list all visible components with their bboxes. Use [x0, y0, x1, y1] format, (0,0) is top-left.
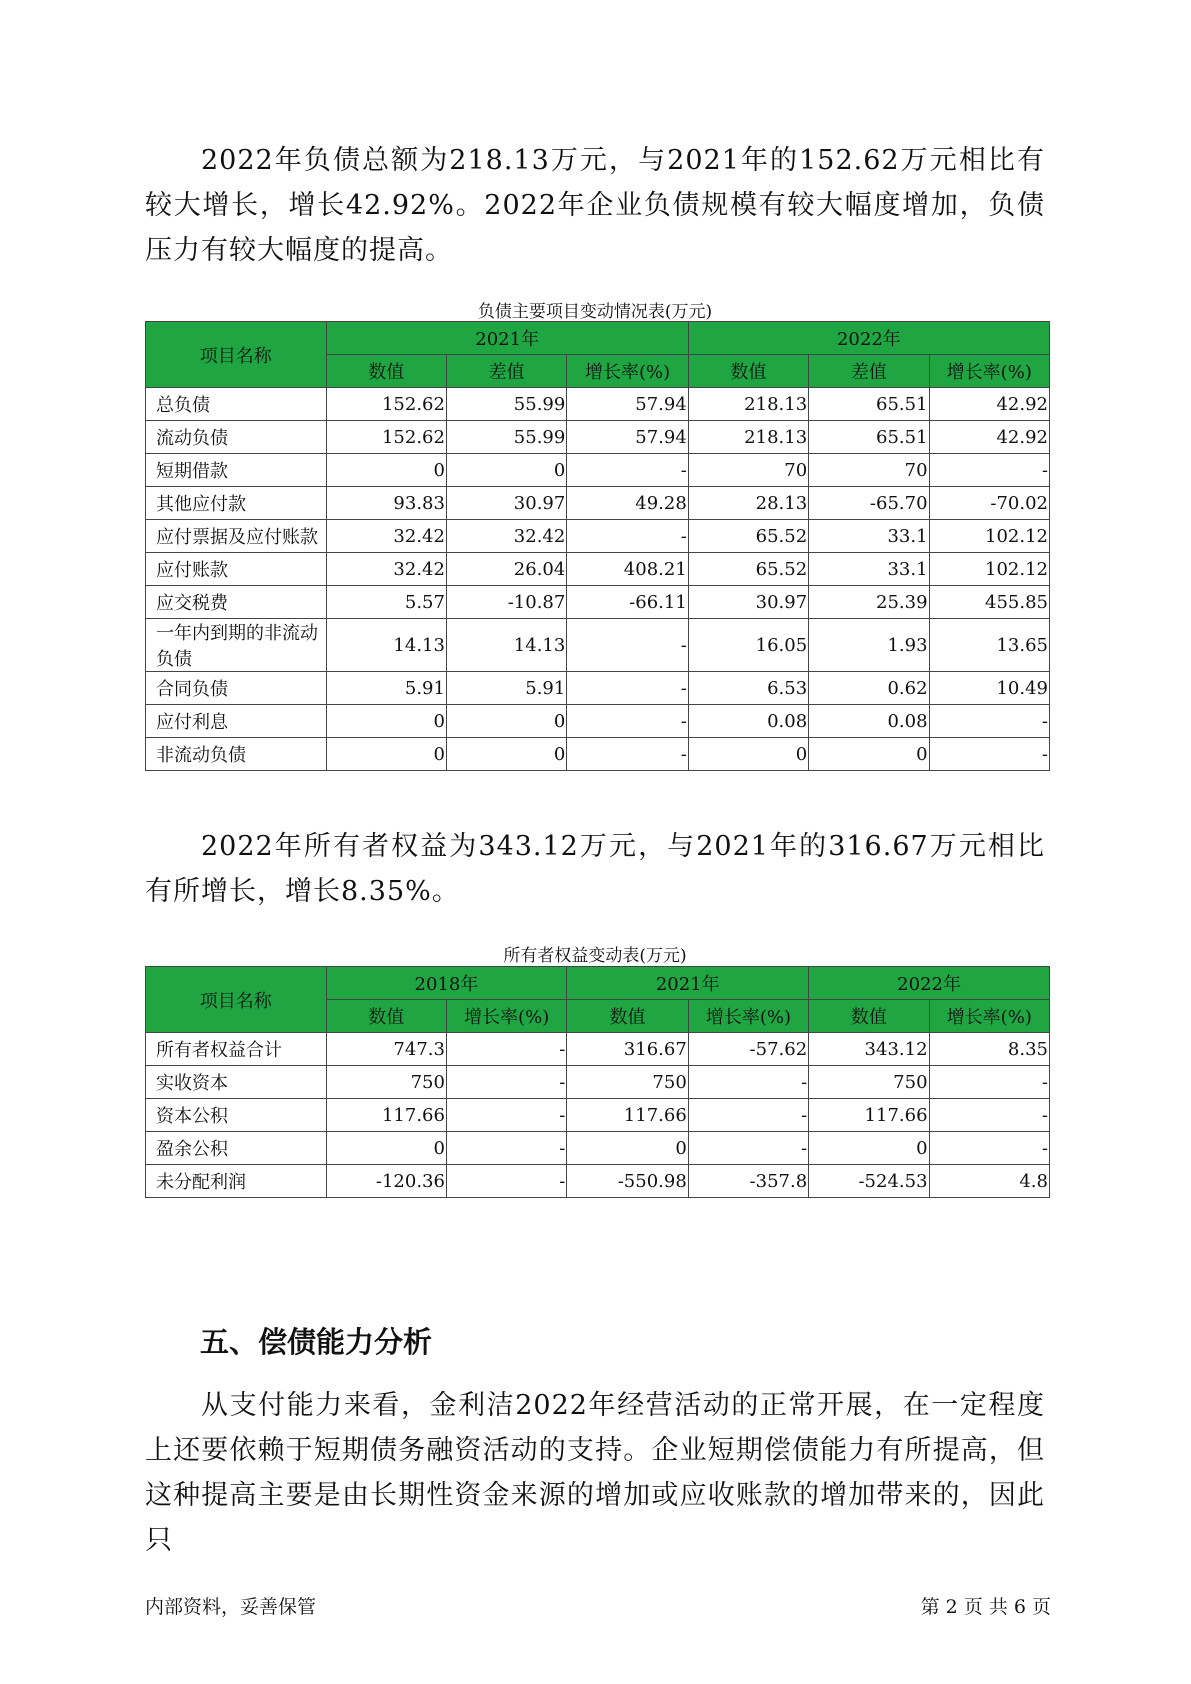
row-label: 流动负债: [146, 421, 327, 454]
cell-value: 750: [567, 1066, 688, 1099]
table1-body: [146, 388, 1050, 771]
table2-sub-header: 数值: [809, 1000, 929, 1033]
cell-value: -: [929, 1066, 1049, 1099]
cell-value: 25.39: [809, 586, 929, 619]
table2-year-header: 2022年: [809, 967, 1050, 1000]
cell-value: -524.53: [809, 1165, 929, 1198]
cell-value: 0.08: [809, 705, 929, 738]
cell-value: 0: [326, 454, 446, 487]
cell-value: 65.52: [688, 520, 808, 553]
row-label: 合同负债: [146, 672, 327, 705]
table2-sub-header: 数值: [567, 1000, 688, 1033]
cell-value: 0: [446, 705, 566, 738]
row-label: 实收资本: [146, 1066, 327, 1099]
table1-sub-header: 数值: [688, 355, 808, 388]
cell-value: 14.13: [326, 619, 446, 672]
cell-value: -: [567, 619, 688, 672]
cell-value: 65.52: [688, 553, 808, 586]
table-row: [146, 388, 1050, 421]
table2-sub-header: 增长率(%): [446, 1000, 566, 1033]
table1-sub-header: 增长率(%): [929, 355, 1049, 388]
cell-value: 152.62: [326, 421, 446, 454]
cell-value: 5.91: [446, 672, 566, 705]
row-label: 短期借款: [146, 454, 327, 487]
cell-value: 55.99: [446, 388, 566, 421]
cell-value: 33.1: [809, 553, 929, 586]
cell-value: -: [567, 672, 688, 705]
table-row: [146, 738, 1050, 771]
row-label: 非流动负债: [146, 738, 327, 771]
cell-value: -: [688, 1066, 808, 1099]
cell-value: -: [446, 1099, 566, 1132]
cell-value: 55.99: [446, 421, 566, 454]
cell-value: 0: [326, 738, 446, 771]
cell-value: 152.62: [326, 388, 446, 421]
paragraph-solvency-analysis: 从支付能力来看，金利洁2022年经营活动的正常开展，在一定程度上还要依赖于短期债务融资活动的支持。企业短期偿债能力有所提高，但这种提高主要是由长期性资金来源的增加或应收账款的增加带来的，因此只: [145, 1390, 1045, 1556]
footer-confidential-note: 内部资料，妥善保管: [145, 1596, 317, 1618]
cell-value: -: [567, 520, 688, 553]
table1-year-header: 2021年: [326, 322, 688, 355]
cell-value: 117.66: [567, 1099, 688, 1132]
table2-name-header: 项目名称: [146, 967, 327, 1033]
row-label: 应交税费: [146, 586, 327, 619]
cell-value: 117.66: [326, 1099, 446, 1132]
cell-value: 117.66: [809, 1099, 929, 1132]
cell-value: 16.05: [688, 619, 808, 672]
cell-value: 8.35: [929, 1033, 1049, 1066]
cell-value: -: [446, 1165, 566, 1198]
cell-value: 57.94: [567, 388, 688, 421]
table2-caption: 所有者权益变动表(万元): [503, 946, 687, 966]
cell-value: 408.21: [567, 553, 688, 586]
cell-value: -: [446, 1033, 566, 1066]
cell-value: 65.51: [809, 421, 929, 454]
table-row: [146, 705, 1050, 738]
cell-value: -: [929, 1132, 1049, 1165]
table-row: [146, 487, 1050, 520]
cell-value: -: [688, 1132, 808, 1165]
table1-sub-header: 数值: [326, 355, 446, 388]
table2-sub-header: 增长率(%): [688, 1000, 808, 1033]
row-label: 总负债: [146, 388, 327, 421]
table-row: [146, 1165, 1050, 1198]
cell-value: 747.3: [326, 1033, 446, 1066]
cell-value: 14.13: [446, 619, 566, 672]
cell-value: -: [446, 1132, 566, 1165]
row-label: 应付票据及应付账款: [146, 520, 327, 553]
cell-value: 0: [446, 454, 566, 487]
cell-value: 49.28: [567, 487, 688, 520]
cell-value: 316.67: [567, 1033, 688, 1066]
footer-page-number: 第 2 页 共 6 页: [920, 1596, 1051, 1618]
cell-value: 10.49: [929, 672, 1049, 705]
table-row: [146, 553, 1050, 586]
cell-value: 5.91: [326, 672, 446, 705]
cell-value: 0: [446, 738, 566, 771]
cell-value: 65.51: [809, 388, 929, 421]
table1-year-header: 2022年: [688, 322, 1049, 355]
row-label: 应付账款: [146, 553, 327, 586]
row-label: 其他应付款: [146, 487, 327, 520]
cell-value: -: [929, 705, 1049, 738]
table1-sub-header: 增长率(%): [567, 355, 688, 388]
cell-value: 1.93: [809, 619, 929, 672]
table-row: [146, 619, 1050, 672]
cell-value: 30.97: [446, 487, 566, 520]
cell-value: -: [567, 738, 688, 771]
table-row: [146, 1066, 1050, 1099]
cell-value: 32.42: [446, 520, 566, 553]
table1-sub-header: 差值: [446, 355, 566, 388]
table1-name-header: 项目名称: [146, 322, 327, 388]
row-label: 应付利息: [146, 705, 327, 738]
cell-value: -70.02: [929, 487, 1049, 520]
cell-value: -: [688, 1099, 808, 1132]
cell-value: 0: [809, 1132, 929, 1165]
table-row: [146, 1033, 1050, 1066]
cell-value: 70: [809, 454, 929, 487]
section-heading-solvency: 五、偿债能力分析: [200, 1325, 433, 1359]
row-label: 盈余公积: [146, 1132, 327, 1165]
cell-value: 33.1: [809, 520, 929, 553]
cell-value: 102.12: [929, 520, 1049, 553]
cell-value: 0.08: [688, 705, 808, 738]
table-row: [146, 1099, 1050, 1132]
row-label: 所有者权益合计: [146, 1033, 327, 1066]
cell-value: 0.62: [809, 672, 929, 705]
table-row: [146, 1132, 1050, 1165]
cell-value: -: [567, 705, 688, 738]
cell-value: 32.42: [326, 553, 446, 586]
cell-value: -66.11: [567, 586, 688, 619]
cell-value: 57.94: [567, 421, 688, 454]
paragraph-equity-summary: 2022年所有者权益为343.12万元，与2021年的316.67万元相比有所增长，增长8.35%。: [145, 831, 1045, 907]
cell-value: 93.83: [326, 487, 446, 520]
cell-value: 0: [326, 705, 446, 738]
cell-value: 750: [326, 1066, 446, 1099]
table2-sub-header: 增长率(%): [929, 1000, 1049, 1033]
table1-sub-header: 差值: [809, 355, 929, 388]
cell-value: -: [446, 1066, 566, 1099]
cell-value: -10.87: [446, 586, 566, 619]
cell-value: 4.8: [929, 1165, 1049, 1198]
cell-value: 32.42: [326, 520, 446, 553]
cell-value: 0: [567, 1132, 688, 1165]
table2-year-header: 2021年: [567, 967, 809, 1000]
row-label: 一年内到期的非流动负债: [146, 619, 327, 672]
cell-value: 70: [688, 454, 808, 487]
cell-value: 218.13: [688, 421, 808, 454]
row-label: 未分配利润: [146, 1165, 327, 1198]
table2-body: [146, 1033, 1050, 1198]
cell-value: 5.57: [326, 586, 446, 619]
table2-year-header: 2018年: [326, 967, 567, 1000]
table1-caption: 负债主要项目变动情况表(万元): [477, 302, 713, 322]
table-row: [146, 520, 1050, 553]
table-row: [146, 421, 1050, 454]
cell-value: -57.62: [688, 1033, 808, 1066]
cell-value: 6.53: [688, 672, 808, 705]
cell-value: 343.12: [809, 1033, 929, 1066]
cell-value: -: [929, 454, 1049, 487]
equity-table: [145, 966, 1050, 1198]
cell-value: -550.98: [567, 1165, 688, 1198]
cell-value: 218.13: [688, 388, 808, 421]
cell-value: 13.65: [929, 619, 1049, 672]
cell-value: 0: [326, 1132, 446, 1165]
cell-value: 0: [688, 738, 808, 771]
table-row: [146, 454, 1050, 487]
cell-value: -: [567, 454, 688, 487]
cell-value: 28.13: [688, 487, 808, 520]
table-row: [146, 586, 1050, 619]
cell-value: 0: [809, 738, 929, 771]
cell-value: 102.12: [929, 553, 1049, 586]
cell-value: -: [929, 738, 1049, 771]
table-row: [146, 672, 1050, 705]
cell-value: -120.36: [326, 1165, 446, 1198]
cell-value: 26.04: [446, 553, 566, 586]
table2-sub-header: 数值: [326, 1000, 446, 1033]
cell-value: -65.70: [809, 487, 929, 520]
cell-value: 42.92: [929, 421, 1049, 454]
liabilities-table: [145, 321, 1050, 771]
cell-value: 455.85: [929, 586, 1049, 619]
cell-value: 30.97: [688, 586, 808, 619]
paragraph-liabilities-summary: 2022年负债总额为218.13万元，与2021年的152.62万元相比有较大增长，增长42.92%。2022年企业负债规模有较大幅度增加，负债压力有较大幅度的提高。: [145, 145, 1045, 266]
cell-value: -357.8: [688, 1165, 808, 1198]
cell-value: 750: [809, 1066, 929, 1099]
row-label: 资本公积: [146, 1099, 327, 1132]
cell-value: 42.92: [929, 388, 1049, 421]
cell-value: -: [929, 1099, 1049, 1132]
